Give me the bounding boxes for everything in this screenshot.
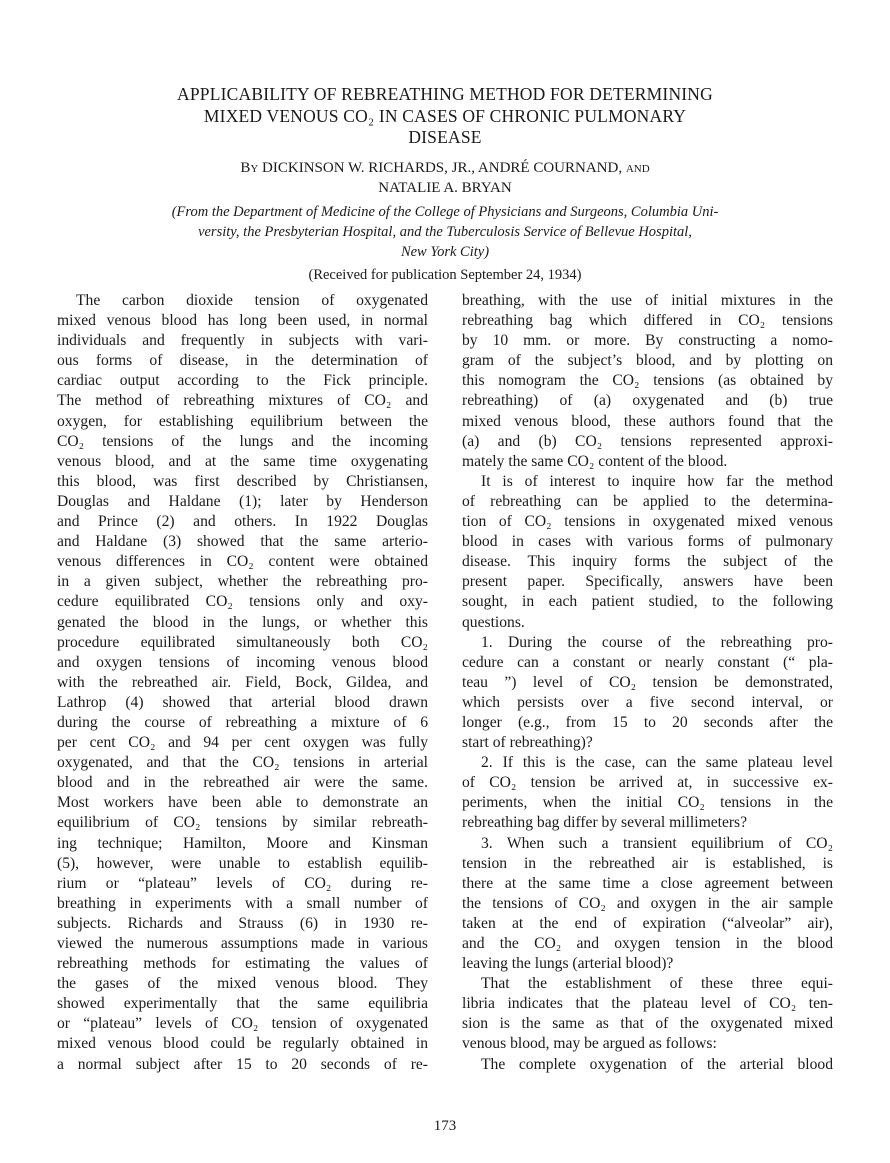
text-line: periments, when the initial CO₂ tensions in the — [462, 794, 833, 812]
text-line: It is of interest to inquire how far the method — [481, 472, 833, 490]
text-line: and oxygen tensions of incoming venous blood — [57, 653, 428, 671]
text-line: cardiac output according to the Fick principle. — [57, 372, 428, 390]
text-line: longer (e.g., from 15 to 20 seconds after the — [462, 713, 833, 731]
text-line: blood in cases with various forms of pulmonary — [462, 533, 833, 551]
text-line: by 10 mm. or more. By constructing a nomo- — [462, 332, 833, 350]
text-line: venous blood, and at the same time oxygenating — [57, 452, 428, 470]
text-line: 1. During the course of the rebreathing pro- — [481, 633, 833, 651]
text-line: disease. This inquiry forms the subject of the — [462, 553, 833, 571]
text-line: rebreathing methods for estimating the values of — [57, 955, 428, 973]
text-line: viewed the numerous assumptions made in various — [57, 935, 428, 952]
text-line: Lathrop (4) showed that arterial blood drawn — [57, 693, 428, 711]
text-line: and Haldane (3) showed that the same arterio- — [57, 533, 428, 551]
affiliation-line: New York City) — [400, 244, 490, 260]
text-line: and Prince (2) and others. In 1922 Douglas — [57, 513, 428, 531]
text-line: gram of the subject’s blood, and by plotting on — [462, 352, 833, 370]
text-line: (a) and (b) CO₂ tensions represented approxi- — [462, 432, 833, 450]
text-line: and the CO₂ and oxygen tension in the blood — [462, 935, 833, 952]
text-line: start of rebreathing)? — [462, 734, 593, 752]
text-line: The complete oxygenation of the arterial blood — [481, 1055, 833, 1073]
text-line: breathing, with the use of initial mixtures in the — [462, 292, 833, 309]
body-column-right — [462, 291, 833, 1075]
text-line: during the course of rebreathing a mixture of 6 — [57, 713, 428, 731]
text-line: cedure equilibrated CO₂ tensions only and oxy- — [57, 593, 428, 611]
text-line: leaving the lungs (arterial blood)? — [462, 955, 674, 973]
text-line: 2. If this is the case, can the same plateau level — [481, 754, 833, 772]
text-line: of CO₂ tension be arrived at, in successive ex- — [462, 774, 833, 792]
text-line: mixed venous blood, these authors found that the — [462, 412, 833, 430]
text-line: subjects. Richards and Strauss (6) in 1930 re- — [57, 914, 428, 932]
text-line: ing technique; Hamilton, Moore and Kinsman — [57, 834, 428, 852]
text-line: The carbon dioxide tension of oxygenated — [76, 292, 428, 309]
text-line: there at the same time a close agreement between — [462, 874, 833, 892]
text-line: teau ”) level of CO₂ tension be demonstrated, — [462, 673, 833, 691]
article-title — [0, 84, 890, 149]
text-line: tion of CO₂ tensions in oxygenated mixed venous — [462, 513, 833, 531]
affiliation-line: versity, the Presbyterian Hospital, and the Tuberculosis Service of Bellevue Hospital, — [198, 224, 692, 240]
affiliation — [0, 202, 890, 262]
text-line: cedure can a constant or nearly constant (“ pla- — [462, 653, 833, 671]
text-line: a normal subject after 15 to 20 seconds of re- — [57, 1055, 428, 1073]
text-line: equilibrium of CO₂ tensions by similar rebreath- — [57, 814, 428, 832]
text-line: present paper. Specifically, answers have been — [462, 573, 833, 591]
author-names: NATALIE A. BRYAN — [378, 180, 512, 196]
text-line: tension in the rebreathed air is established, is — [462, 854, 833, 872]
text-line: the gases of the mixed venous blood. They — [57, 975, 428, 993]
text-line: (5), however, were unable to establish equilib- — [57, 854, 428, 872]
title-line: MIXED VENOUS CO₂ IN CASES OF CHRONIC PULMONARY — [203, 105, 687, 126]
text-line: oxygen, for establishing equilibrium between the — [57, 412, 428, 430]
body-column-left — [57, 291, 428, 1075]
text-line: mixed venous blood has long been used, in normal — [57, 312, 428, 330]
text-line: blood and in the rebreathed air were the same. — [57, 774, 428, 792]
text-line: mixed venous blood could be regularly obtained in — [57, 1035, 428, 1053]
text-line: ous forms of disease, in the determination of — [57, 352, 428, 370]
text-line: per cent CO₂ and 94 per cent oxygen was fully — [57, 734, 428, 752]
author-names: DICKINSON W. RICHARDS, JR., ANDRÉ COURNAND, — [262, 160, 623, 176]
text-line: venous blood, may be argued as follows: — [462, 1035, 717, 1053]
text-line: Most workers have been able to demonstrate an — [57, 794, 428, 812]
text-line: libria indicates that the plateau level of CO₂ ten- — [462, 995, 833, 1013]
text-line: in a given subject, whether the rebreathing pro- — [57, 573, 428, 591]
text-line: taken at the end of expiration (“alveolar” air), — [462, 914, 833, 932]
author-byline — [0, 158, 890, 198]
text-line: this nomogram the CO₂ tensions (as obtained by — [462, 372, 833, 390]
text-line: sought, in each patient studied, to the following — [462, 593, 833, 611]
title-line: DISEASE — [408, 127, 482, 147]
byline-by: By — [240, 160, 259, 176]
text-line: venous differences in CO₂ content were obtained — [57, 553, 428, 571]
text-line: rebreathing bag differ by several millimeters? — [462, 814, 748, 832]
text-line: of rebreathing can be applied to the determina- — [462, 492, 833, 510]
title-line: APPLICABILITY OF REBREATHING METHOD FOR DETERMINING — [176, 84, 713, 104]
text-line: rebreathing) of (a) oxygenated and (b) true — [462, 392, 833, 410]
byline-and: and — [625, 160, 650, 176]
text-line: Douglas and Haldane (1); later by Henderson — [57, 492, 428, 510]
text-line: rebreathing bag which differed in CO₂ tensions — [462, 312, 833, 330]
text-line: 3. When such a transient equilibrium of CO₂ — [481, 834, 833, 852]
text-line: which persists over a five second interval, or — [462, 693, 833, 711]
text-line: genated the blood in the lungs, or whether this — [57, 613, 428, 631]
text-line: oxygenated, and that the CO₂ tensions in arterial — [57, 754, 428, 772]
text-line: breathing in experiments with a small number of — [57, 894, 428, 912]
text-line: or “plateau” levels of CO₂ tension of oxygenated — [57, 1015, 428, 1033]
page-number: 173 — [433, 1118, 457, 1134]
text-line: questions. — [462, 613, 525, 631]
text-line: procedure equilibrated simultaneously both CO₂ — [57, 633, 428, 651]
text-line: The method of rebreathing mixtures of CO₂ and — [57, 392, 428, 410]
text-line: CO₂ tensions of the lungs and the incoming — [57, 432, 428, 450]
text-line: mately the same CO₂ content of the blood. — [462, 452, 728, 470]
text-line: individuals and frequently in subjects with vari- — [57, 332, 428, 350]
text-line: That the establishment of these three equi- — [481, 975, 833, 993]
text-line: the tensions of CO₂ and oxygen in the air sample — [462, 894, 833, 912]
text-line: rium or “plateau” levels of CO₂ during re- — [57, 874, 428, 892]
affiliation-line: (From the Department of Medicine of the College of Physicians and Surgeons, Columbia Uni- — [171, 204, 719, 220]
received-date: (Received for publication September 24, 1934) — [308, 267, 582, 283]
text-line: this blood, was first described by Christiansen, — [57, 472, 428, 490]
text-line: showed experimentally that the same equilibria — [57, 995, 428, 1013]
text-line: sion is the same as that of the oxygenated mixed — [462, 1015, 833, 1033]
text-line: with the rebreathed air. Field, Bock, Gildea, and — [57, 673, 428, 691]
